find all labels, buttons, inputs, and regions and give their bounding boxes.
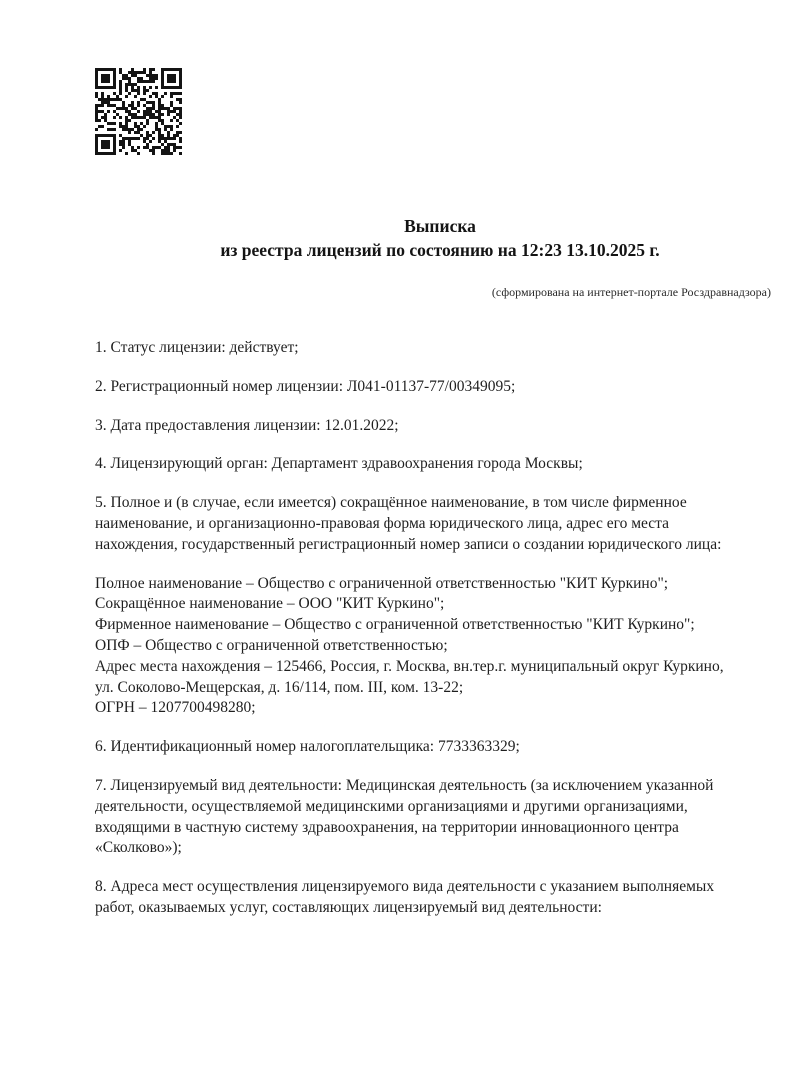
document-content <box>95 68 785 919</box>
text-line: 8. Адреса мест осуществления лицензируемого вида деятельности с указанием выполняемых <box>95 878 715 896</box>
org-address-line-2: ул. Соколово-Мещерская, д. 16/114, пом. III, ком. 13-22; <box>95 678 464 696</box>
item-registration-number <box>95 377 785 398</box>
item-taxpayer-number <box>95 737 785 758</box>
qr-code-icon <box>95 68 182 155</box>
text-line: «Сколково»); <box>95 839 182 857</box>
org-short-name: Сокращённое наименование – ООО "КИТ Куркино"; <box>95 595 445 613</box>
text-line: 4. Лицензирующий орган: Департамент здравоохранения города Москвы; <box>95 455 583 473</box>
text-line: 5. Полное и (в случае, если имеется) сокращённое наименование, в том числе фирменное <box>95 494 687 512</box>
text-line: деятельности, осуществляемой медицинскими организациями и другими организациями, <box>95 797 688 815</box>
text-line: работ, оказываемых услуг, составляющих лицензируемый вид деятельности: <box>95 898 602 916</box>
text-line: 6. Идентификационный номер налогоплательщика: 7733363329; <box>95 738 520 756</box>
text-line: 3. Дата предоставления лицензии: 12.01.2022; <box>95 416 399 434</box>
text-line: 7. Лицензируемый вид деятельности: Медицинская деятельность (за исключением указанной <box>95 776 714 794</box>
text-line: 2. Регистрационный номер лицензии: Л041-01137-77/00349095; <box>95 377 516 395</box>
title-line-1: Выписка <box>404 216 476 236</box>
document-title <box>95 215 785 262</box>
title-line-2: из реестра лицензий по состоянию на 12:23 13.10.2025 г. <box>220 239 660 260</box>
text-line: входящими в частную систему здравоохранения, на территории инновационного центра <box>95 818 679 836</box>
org-address-line-1: Адрес места нахождения – 125466, Россия, г. Москва, вн.тер.г. муниципальный округ Куркино, <box>95 657 724 675</box>
item-license-status <box>95 338 785 359</box>
source-note: (сформирована на интернет-портале Росздравнадзора) <box>491 285 771 299</box>
org-ogrn: ОГРН – 1207700498280; <box>95 699 256 717</box>
item-licensing-authority <box>95 454 785 475</box>
org-brand-name: Фирменное наименование – Общество с ограниченной ответственностью "КИТ Куркино"; <box>95 616 695 634</box>
text-line: наименование, и организационно-правовая форма юридического лица, адрес его места <box>95 514 670 532</box>
text-line: 1. Статус лицензии: действует; <box>95 339 299 356</box>
text-line: нахождения, государственный регистрационный номер записи о создании юридического лица: <box>95 535 722 553</box>
org-full-name: Полное наименование – Общество с ограниченной ответственностью "КИТ Куркино"; <box>95 574 669 592</box>
item-grant-date <box>95 416 785 437</box>
document-body <box>95 338 785 919</box>
org-legal-form: ОПФ – Общество с ограниченной ответственностью; <box>95 636 448 654</box>
